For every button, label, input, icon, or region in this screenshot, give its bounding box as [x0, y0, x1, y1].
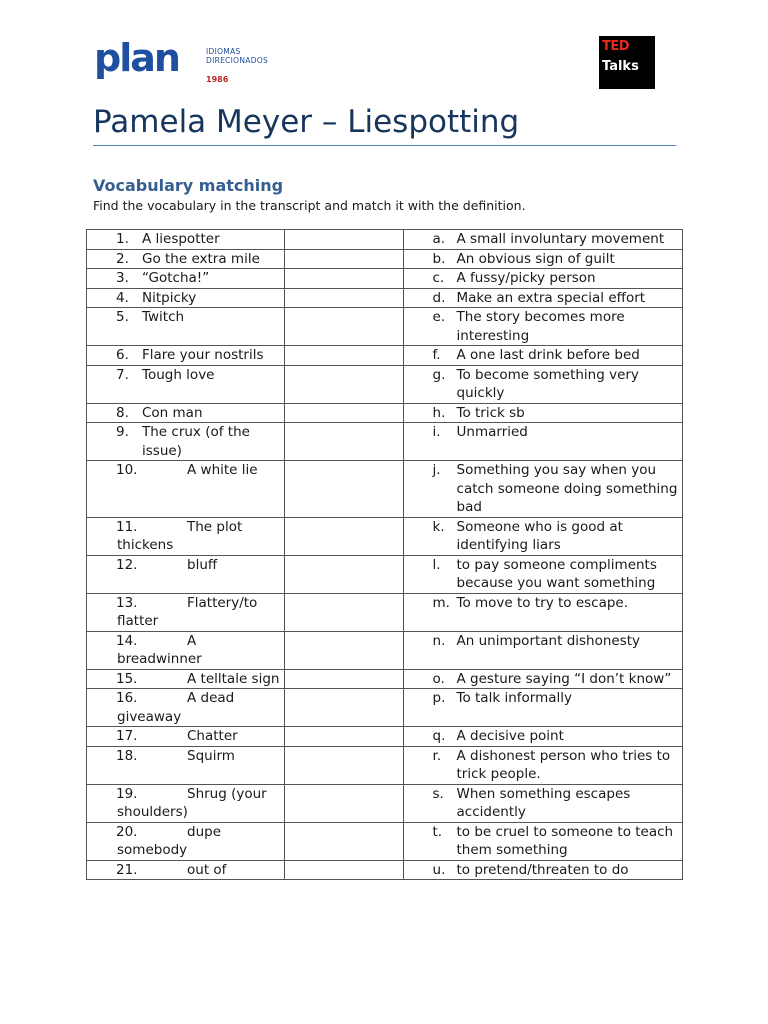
term-text: Flattery/to flatter: [117, 594, 258, 629]
term-cell: [87, 822, 285, 860]
term-cell: [87, 230, 285, 250]
ted-logo-line-1: TED: [602, 39, 630, 54]
definition-letter: p.: [432, 690, 446, 706]
definition-letter: r.: [432, 747, 442, 764]
definition-letter: q.: [432, 728, 446, 744]
definition-cell: [403, 689, 682, 727]
definition-letter: h.: [432, 404, 446, 421]
answer-blank[interactable]: [285, 517, 403, 555]
term-number: 6.: [116, 347, 129, 363]
definition-text: A decisive point: [456, 728, 564, 744]
table-row: [87, 403, 683, 423]
answer-blank[interactable]: [285, 308, 403, 346]
table-row: [87, 555, 683, 593]
definition-letter: f.: [432, 347, 441, 363]
table-row: [87, 631, 683, 669]
ted-talks-logo: [599, 36, 655, 89]
term-text: Con man: [142, 404, 203, 421]
term-cell: [87, 593, 285, 631]
answer-blank[interactable]: [285, 860, 403, 880]
term-cell: [87, 727, 285, 747]
term-number: 13.: [116, 594, 138, 611]
definition-letter: a.: [432, 231, 446, 247]
definition-cell: [403, 249, 682, 269]
table-row: [87, 249, 683, 269]
term-text: Twitch: [142, 309, 185, 325]
table-row: [87, 365, 683, 403]
logo-subtitle: IDIOMAS DIRECIONADOS: [206, 47, 269, 65]
term-number: 8.: [116, 404, 129, 421]
term-text: Nitpicky: [142, 289, 197, 306]
term-number: 4.: [116, 289, 129, 306]
definition-text: To become something very quickly: [456, 366, 639, 401]
term-text: A white lie: [187, 462, 258, 478]
definition-letter: d.: [432, 289, 446, 306]
table-row: [87, 822, 683, 860]
answer-blank[interactable]: [285, 365, 403, 403]
answer-blank[interactable]: [285, 746, 403, 784]
term-text: Tough love: [142, 366, 215, 383]
table-row: [87, 593, 683, 631]
answer-blank[interactable]: [285, 423, 403, 461]
term-cell: [87, 308, 285, 346]
definition-letter: l.: [432, 556, 441, 573]
table-row: [87, 269, 683, 289]
term-number: 19.: [116, 785, 138, 802]
definition-cell: [403, 365, 682, 403]
definition-cell: [403, 669, 682, 689]
definition-text: The story becomes more interesting: [456, 309, 625, 344]
definition-letter: o.: [432, 670, 445, 687]
definition-cell: [403, 593, 682, 631]
term-text: out of: [187, 861, 227, 878]
answer-blank[interactable]: [285, 593, 403, 631]
table-row: [87, 860, 683, 880]
term-number: 21.: [116, 861, 138, 878]
logo-year: 1986: [206, 75, 229, 84]
definition-letter: j.: [432, 462, 441, 478]
term-number: 17.: [116, 728, 138, 744]
definition-cell: [403, 784, 682, 822]
definition-letter: b.: [432, 250, 446, 267]
answer-blank[interactable]: [285, 269, 403, 289]
definition-cell: [403, 860, 682, 880]
definition-cell: [403, 631, 682, 669]
table-row: [87, 727, 683, 747]
term-cell: [87, 860, 285, 880]
definition-text: To move to try to escape.: [456, 594, 629, 611]
answer-blank[interactable]: [285, 822, 403, 860]
term-cell: [87, 269, 285, 289]
table-row: [87, 689, 683, 727]
definition-text: Something you say when you catch someone doing something bad: [456, 462, 678, 515]
table-row: [87, 746, 683, 784]
term-cell: [87, 555, 285, 593]
term-text: dupe somebody: [117, 823, 222, 858]
definition-cell: [403, 746, 682, 784]
term-cell: [87, 346, 285, 366]
definition-letter: s.: [432, 785, 444, 802]
answer-blank[interactable]: [285, 403, 403, 423]
ted-logo-line-2: Talks: [602, 59, 639, 74]
term-text: Shrug (your shoulders): [117, 785, 267, 820]
answer-blank[interactable]: [285, 555, 403, 593]
definition-cell: [403, 403, 682, 423]
definition-text: to pay someone compliments because you want something: [456, 556, 657, 591]
term-cell: [87, 784, 285, 822]
answer-blank[interactable]: [285, 689, 403, 727]
definition-letter: t.: [432, 823, 443, 840]
table-row: [87, 308, 683, 346]
term-number: 15.: [116, 670, 138, 687]
definition-text: Unmarried: [456, 424, 528, 440]
definition-cell: [403, 423, 682, 461]
answer-blank[interactable]: [285, 784, 403, 822]
definition-cell: [403, 346, 682, 366]
term-cell: [87, 461, 285, 518]
definition-letter: n.: [432, 632, 446, 649]
answer-blank[interactable]: [285, 346, 403, 366]
term-cell: [87, 403, 285, 423]
definition-cell: [403, 822, 682, 860]
logo-word: plan: [94, 36, 179, 80]
term-number: 5.: [116, 309, 129, 325]
term-text: A dead giveaway: [117, 690, 235, 725]
definition-letter: m.: [432, 594, 450, 611]
term-number: 10.: [116, 462, 138, 478]
term-number: 2.: [116, 250, 129, 267]
term-number: 16.: [116, 690, 138, 706]
term-text: The crux (of the issue): [142, 424, 250, 459]
definition-letter: u.: [432, 861, 446, 878]
term-number: 7.: [116, 366, 129, 383]
term-cell: [87, 288, 285, 308]
answer-blank[interactable]: [285, 288, 403, 308]
page-title: Pamela Meyer – Liespotting: [93, 104, 520, 140]
definition-text: A dishonest person who tries to trick people.: [456, 747, 671, 782]
definition-letter: k.: [432, 518, 445, 535]
definition-text: to pretend/threaten to do: [456, 861, 629, 878]
term-text: A breadwinner: [117, 632, 202, 667]
definition-cell: [403, 461, 682, 518]
term-number: 18.: [116, 747, 138, 764]
definition-text: to be cruel to someone to teach them something: [456, 823, 674, 858]
definition-cell: [403, 517, 682, 555]
definition-text: A gesture saying “I don’t know”: [456, 670, 672, 687]
answer-blank[interactable]: [285, 727, 403, 747]
table-row: [87, 669, 683, 689]
term-cell: [87, 249, 285, 269]
answer-blank[interactable]: [285, 230, 403, 250]
definition-text: A one last drink before bed: [456, 347, 640, 363]
answer-blank[interactable]: [285, 249, 403, 269]
table-row: [87, 461, 683, 518]
table-row: [87, 288, 683, 308]
definition-cell: [403, 308, 682, 346]
term-number: 12.: [116, 556, 138, 573]
term-number: 20.: [116, 823, 138, 840]
term-text: Flare your nostrils: [142, 347, 264, 363]
definition-letter: e.: [432, 309, 446, 325]
term-text: A liespotter: [142, 231, 220, 247]
definition-cell: [403, 727, 682, 747]
table-row: [87, 423, 683, 461]
definition-cell: [403, 288, 682, 308]
vocabulary-table: [86, 229, 683, 880]
definition-text: To trick sb: [456, 404, 525, 421]
answer-blank[interactable]: [285, 461, 403, 518]
title-divider: [93, 145, 676, 146]
definition-letter: i.: [432, 424, 441, 440]
term-text: Chatter: [187, 728, 238, 744]
definition-cell: [403, 269, 682, 289]
definition-text: When something escapes accidently: [456, 785, 631, 820]
definition-text: Someone who is good at identifying liars: [456, 518, 623, 553]
definition-text: An unimportant dishonesty: [456, 632, 641, 649]
definition-text: An obvious sign of guilt: [456, 250, 615, 267]
definition-letter: g.: [432, 366, 446, 383]
definition-text: A small involuntary movement: [456, 231, 665, 247]
instructions: Find the vocabulary in the transcript and match it with the definition.: [93, 198, 526, 213]
table-row: [87, 230, 683, 250]
term-number: 11.: [116, 518, 138, 535]
term-cell: [87, 669, 285, 689]
table-row: [87, 784, 683, 822]
table-row: [87, 346, 683, 366]
term-text: Go the extra mile: [142, 250, 260, 267]
definition-letter: c.: [432, 270, 445, 286]
term-text: “Gotcha!”: [142, 270, 210, 286]
term-cell: [87, 746, 285, 784]
term-cell: [87, 423, 285, 461]
answer-blank[interactable]: [285, 669, 403, 689]
definition-text: To talk informally: [456, 690, 572, 706]
term-text: bluff: [187, 556, 218, 573]
definition-cell: [403, 230, 682, 250]
term-number: 14.: [116, 632, 138, 649]
term-number: 3.: [116, 270, 129, 286]
definition-cell: [403, 555, 682, 593]
term-cell: [87, 631, 285, 669]
term-cell: [87, 365, 285, 403]
answer-blank[interactable]: [285, 631, 403, 669]
term-cell: [87, 517, 285, 555]
section-heading: Vocabulary matching: [93, 176, 284, 195]
table-row: [87, 517, 683, 555]
term-cell: [87, 689, 285, 727]
term-text: Squirm: [187, 747, 235, 764]
term-text: A telltale sign: [187, 670, 280, 687]
definition-text: Make an extra special effort: [456, 289, 646, 306]
term-number: 1.: [116, 231, 129, 247]
definition-text: A fussy/picky person: [456, 270, 596, 286]
term-text: The plot thickens: [117, 518, 243, 553]
plan-logo: [94, 36, 294, 88]
term-number: 9.: [116, 424, 129, 440]
